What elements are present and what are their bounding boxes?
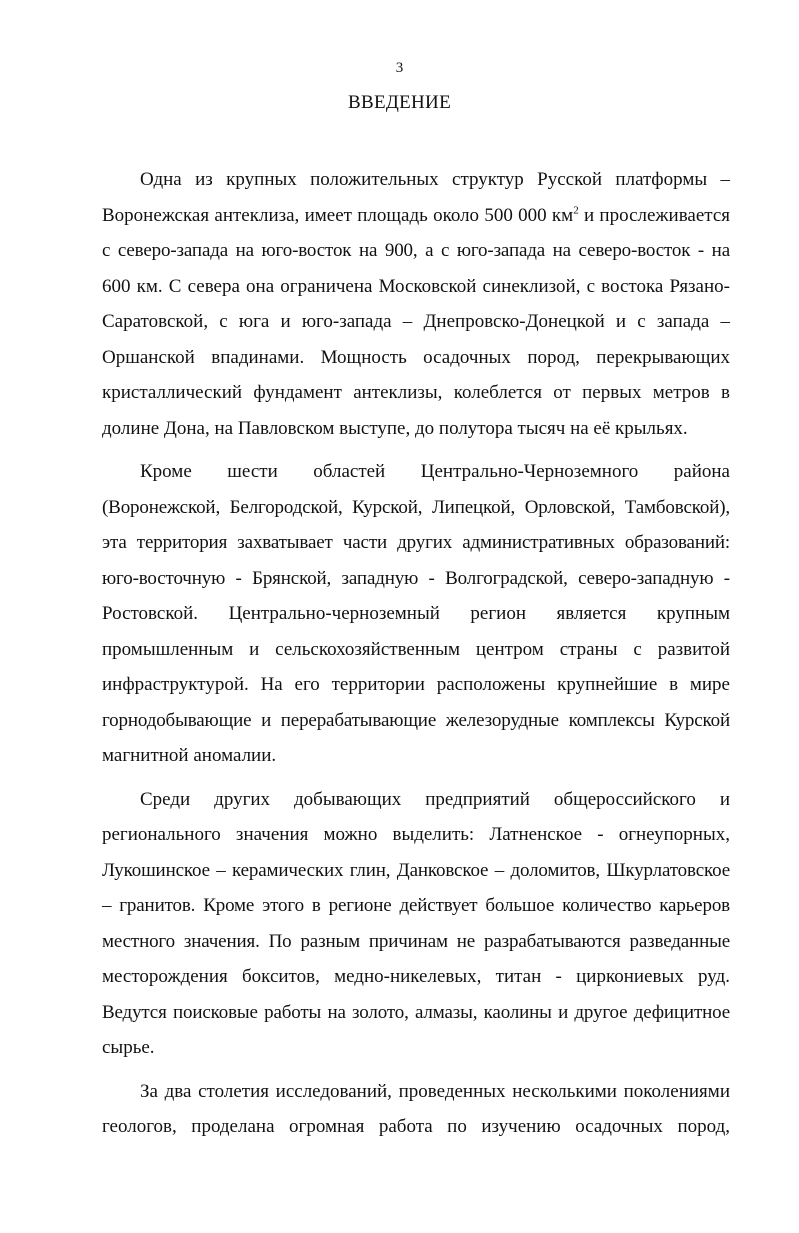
paragraph-4 bbox=[102, 1074, 730, 1145]
section-heading: ВВЕДЕНИЕ bbox=[348, 92, 451, 113]
area-unit-superscript: 2 bbox=[573, 204, 579, 217]
text-line: 600 км. С севера она ограничена Московской синеклизой, с востока Рязано- bbox=[102, 275, 730, 297]
text-line: Ростовской. Центрально-черноземный регион является крупным bbox=[102, 603, 730, 624]
text-line: Среди других добывающих предприятий общероссийского и bbox=[140, 788, 730, 810]
text-line: эта территория захватывает части других административных образований: bbox=[102, 532, 730, 553]
text-line: юго-восточную - Брянской, западную - Волгоградской, северо-западную - bbox=[102, 567, 730, 589]
text-line: За два столетия исследований, проведенных несколькими поколениями bbox=[140, 1080, 730, 1102]
text-line-with-superscript bbox=[102, 198, 730, 234]
text-line: Оршанской впадинами. Мощность осадочных пород, перекрывающих bbox=[102, 346, 730, 368]
paragraph-2 bbox=[102, 454, 730, 774]
text-line-tail: и прослеживается bbox=[578, 204, 731, 226]
text-line: магнитной аномалии. bbox=[102, 745, 277, 766]
text-line: местного значения. По разным причинам не разрабатываются разведанные bbox=[102, 930, 730, 952]
text-line: с северо-запада на юго-восток на 900, а с юго-запада на северо-восток - на bbox=[102, 240, 730, 261]
body-text bbox=[102, 162, 730, 1145]
text-line: Одна из крупных положительных структур Русской платформы – bbox=[140, 169, 730, 190]
text-line: месторождения бокситов, медно-никелевых, титан - циркониевых руд. bbox=[102, 966, 730, 987]
text-line: Ведутся поисковые работы на золото, алмазы, каолины и другое дефицитное bbox=[102, 1001, 730, 1023]
text-line: кристаллический фундамент антеклизы, колеблется от первых метров в bbox=[102, 382, 730, 403]
paragraph-1 bbox=[102, 162, 730, 446]
text-line: промышленным и сельскохозяйственным центром страны с развитой bbox=[102, 638, 730, 660]
text-line: долине Дона, на Павловском выступе, до полутора тысяч на её крыльях. bbox=[102, 417, 688, 439]
text-line: Лукошинское – керамических глин, Данковское – доломитов, Шкурлатовское bbox=[102, 859, 730, 881]
page-number: 3 bbox=[395, 60, 404, 76]
text-line: горнодобывающие и перерабатывающие железорудные комплексы Курской bbox=[102, 709, 730, 731]
text-line: Саратовской, с юга и юго-запада – Днепровско-Донецкой и с запада – bbox=[102, 311, 730, 332]
text-line: регионального значения можно выделить: Латненское - огнеупорных, bbox=[102, 824, 730, 845]
text-line: геологов, проделана огромная работа по изучению осадочных пород, bbox=[102, 1116, 730, 1137]
text-line: сырье. bbox=[102, 1037, 155, 1058]
text-line: – гранитов. Кроме этого в регионе действует большое количество карьеров bbox=[102, 895, 730, 916]
text-line: Воронежская антеклиза, имеет площадь около 500 000 км bbox=[102, 204, 574, 226]
paragraph-3 bbox=[102, 782, 730, 1066]
text-line: Кроме шести областей Центрально-Черноземного района bbox=[140, 461, 730, 482]
text-line: (Воронежской, Белгородской, Курской, Липецкой, Орловской, Тамбовской), bbox=[102, 496, 730, 518]
text-line: инфраструктурой. На его территории расположены крупнейшие в мире bbox=[102, 674, 730, 695]
